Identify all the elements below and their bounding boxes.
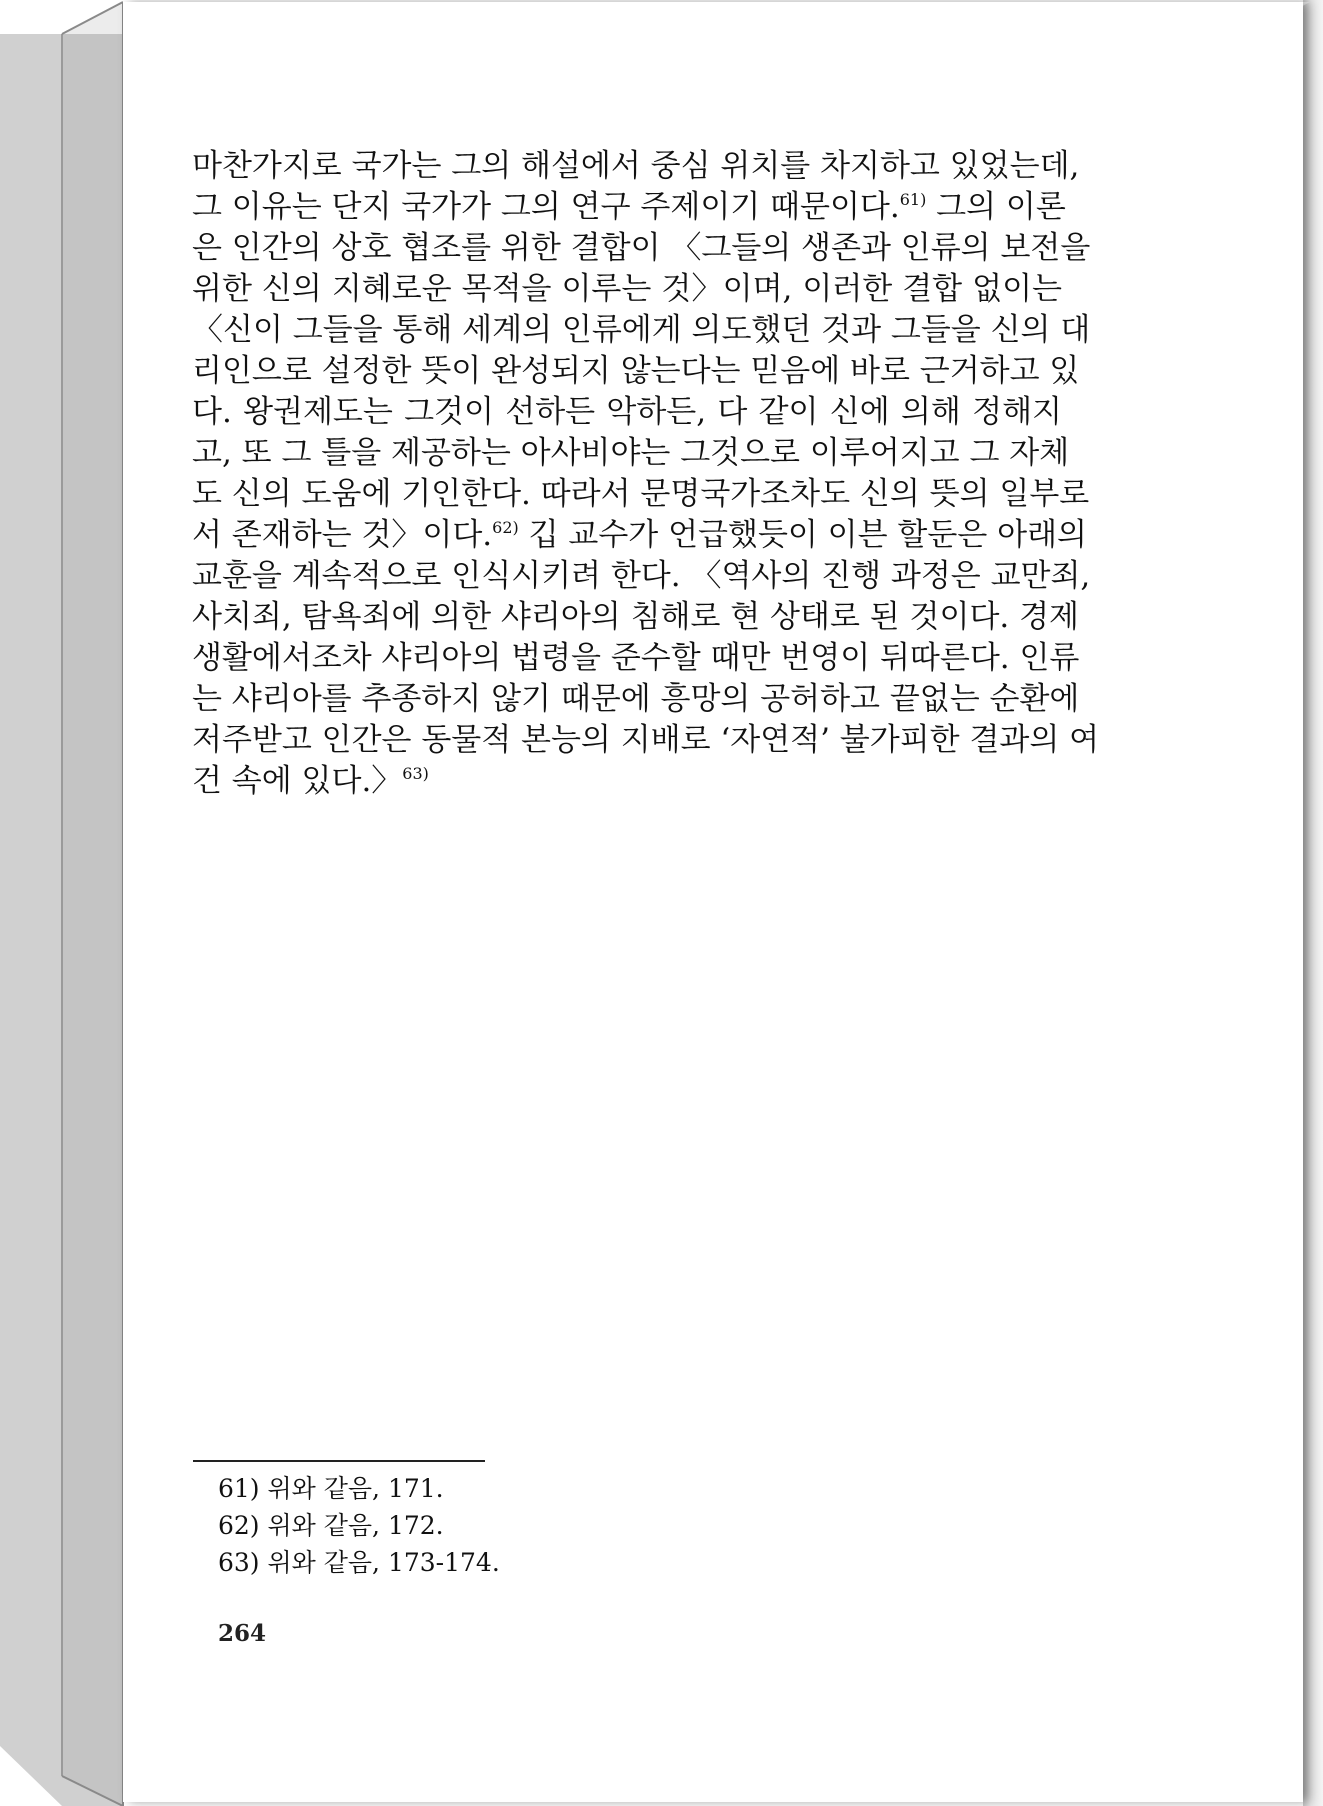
text-line: 마찬가지로 국가는 그의 해설에서 중심 위치를 차지하고 있었는데, [192, 148, 1080, 184]
footnote-ref-62: 62) [492, 518, 519, 537]
text-line: 위한 신의 지혜로운 목적을 이루는 것〉이며, 이러한 결합 없이는 [192, 271, 1062, 307]
text-line: 사치죄, 탐욕죄에 의한 샤리아의 침해로 현 상태로 된 것이다. 경제 [192, 599, 1079, 635]
text-line: 저주받고 인간은 동물적 본능의 지배로 ‘자연적’ 불가피한 결과의 여 [192, 722, 1100, 758]
text-line: 생활에서조차 샤리아의 법령을 준수할 때만 번영이 뒤따른다. 인류 [192, 640, 1080, 676]
footnote-61: 61) 위와 같음, 171. [218, 1474, 444, 1503]
footnote-63: 63) 위와 같음, 173-174. [218, 1548, 500, 1577]
text-line: 고, 또 그 틀을 제공하는 아사비야는 그것으로 이루어지고 그 자체 [192, 435, 1070, 471]
text-line: 건 속에 있다.〉$^{63)}$ [192, 763, 429, 799]
footnote-ref-63: 63) [402, 764, 429, 783]
footnotes [218, 1470, 500, 1581]
body-text [192, 146, 1100, 802]
text-line: 도 신의 도움에 기인한다. 따라서 문명국가조차도 신의 뜻의 일부로 [192, 476, 1090, 512]
text-line: 은 인간의 상호 협조를 위한 결합이 〈그들의 생존과 인류의 보전을 [192, 230, 1091, 266]
text-line: 다. 왕권제도는 그것이 선하든 악하든, 다 같이 신에 의해 정해지 [192, 394, 1062, 430]
text-line: 〈신이 그들을 통해 세계의 인류에게 의도했던 것과 그들을 신의 대 [192, 312, 1091, 348]
footnote-divider [193, 1460, 485, 1462]
footnote-ref-61: 61) [899, 190, 927, 209]
page-number: 264 [218, 1620, 267, 1647]
text-line: 리인으로 설정한 뜻이 완성되지 않는다는 믿음에 바로 근거하고 있 [192, 353, 1080, 389]
text-line: 교훈을 계속적으로 인식시키려 한다. 〈역사의 진행 과정은 교만죄, [192, 558, 1091, 594]
text-line: 는 샤리아를 추종하지 않기 때문에 흥망의 공허하고 끝없는 순환에 [192, 681, 1080, 717]
text-line: 서 존재하는 것〉이다.$^{62)}$ 깁 교수가 언급했듯이 이븐 할둔은 아래의 [192, 517, 1087, 553]
text-line: 그 이유는 단지 국가가 그의 연구 주제이기 때문이다.$^{61)}$ 그의 이론 [192, 189, 1066, 225]
footnote-62: 62) 위와 같음, 172. [218, 1511, 444, 1540]
